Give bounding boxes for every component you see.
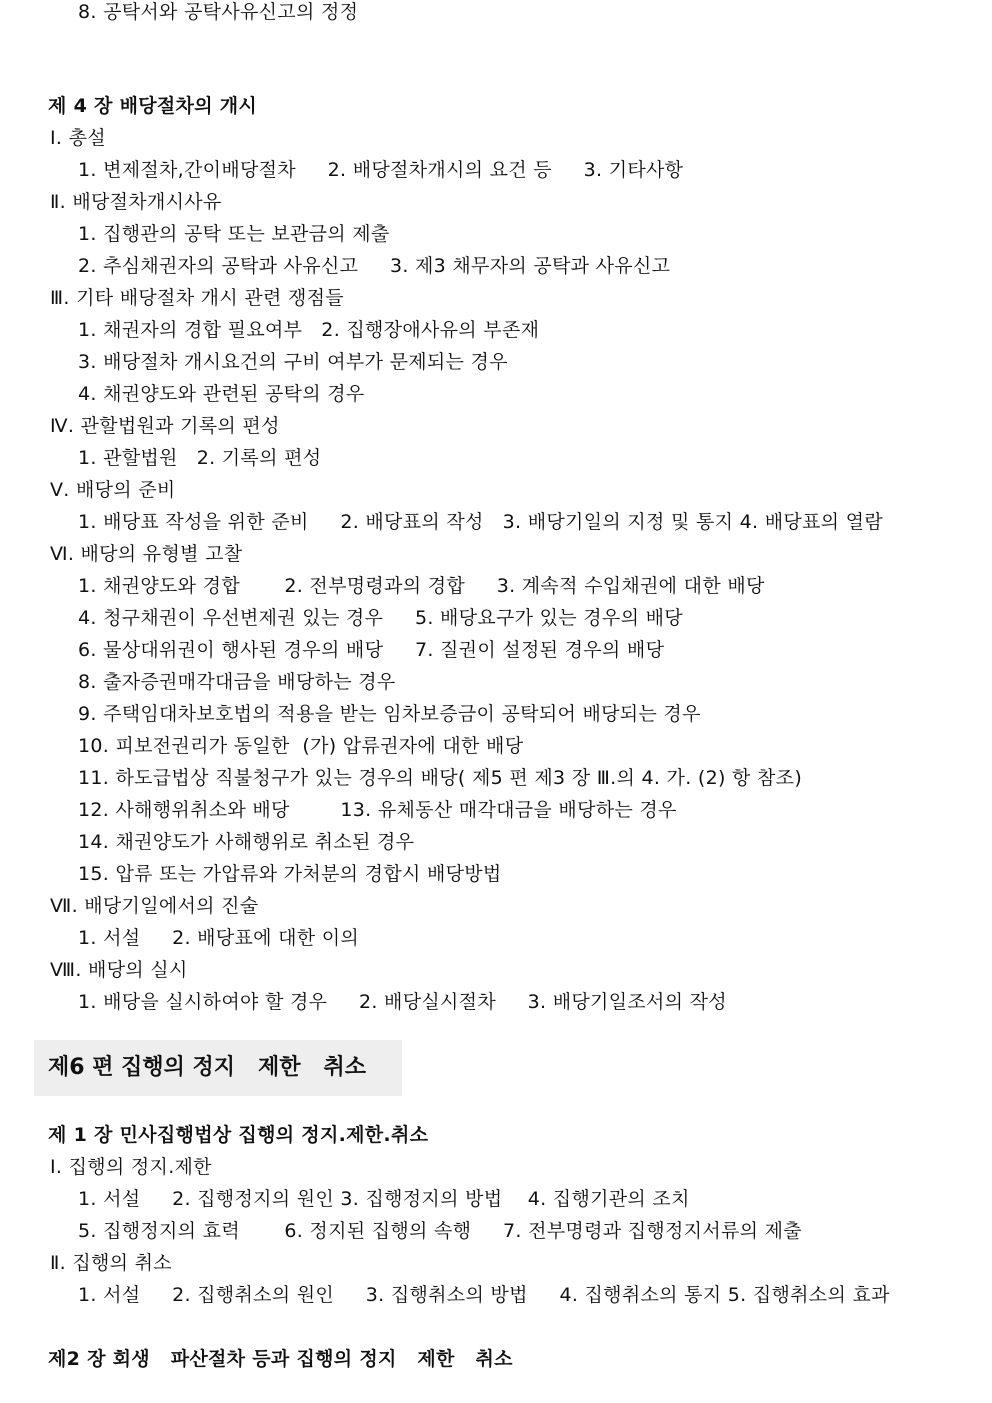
top-list-item: 8. 공탁서와 공탁사유신고의 정정 bbox=[78, 1, 359, 23]
ch4-list-item: 1. 변제절차,간이배당절차 2. 배당절차개시의 요건 등 3. 기타사항 bbox=[78, 159, 684, 181]
ch4-list-item: 1. 서설 2. 배당표에 대한 이의 bbox=[78, 927, 360, 949]
ch1-list-item: 1. 서설 2. 집행취소의 원인 3. 집행취소의 방법 4. 집행취소의 통지 5. 집행취소의 효과 bbox=[78, 1284, 890, 1306]
ch4-section-heading: Ⅲ. 기타 배당절차 개시 관련 쟁점들 bbox=[50, 287, 344, 309]
ch1-list-item: 1. 서설 2. 집행정지의 원인 3. 집행정지의 방법 4. 집행기관의 조치 bbox=[78, 1188, 690, 1210]
ch4-list-item: 2. 추심채권자의 공탁과 사유신고 3. 제3 채무자의 공탁과 사유신고 bbox=[78, 255, 671, 277]
ch4-list-item: 3. 배당절차 개시요건의 구비 여부가 문제되는 경우 bbox=[78, 351, 508, 373]
part-6-title: 제6 편 집행의 정지 제한 취소 bbox=[48, 1055, 367, 1080]
ch4-section-heading: Ⅵ. 배당의 유형별 고찰 bbox=[50, 543, 243, 565]
ch4-list-item: 1. 채권양도와 경합 2. 전부명령과의 경합 3. 계속적 수입채권에 대한 배당 bbox=[78, 575, 765, 597]
ch1-section-heading: Ⅰ. 집행의 정지.제한 bbox=[50, 1156, 212, 1178]
ch4-section-heading: Ⅴ. 배당의 준비 bbox=[50, 479, 176, 501]
ch4-list-item: 6. 물상대위권이 행사된 경우의 배당 7. 질권이 설정된 경우의 배당 bbox=[78, 639, 665, 661]
ch4-list-item: 1. 배당표 작성을 위한 준비 2. 배당표의 작성 3. 배당기일의 지정 및 통지 4. 배당표의 열람 bbox=[78, 511, 883, 533]
ch4-section-heading: Ⅳ. 관할법원과 기록의 편성 bbox=[50, 415, 280, 437]
ch4-list-item: 15. 압류 또는 가압류와 가처분의 경합시 배당방법 bbox=[78, 863, 502, 885]
ch4-list-item: 4. 채권양도와 관련된 공탁의 경우 bbox=[78, 383, 365, 405]
chapter-2-title: 제2 장 회생 파산절차 등과 집행의 정지 제한 취소 bbox=[48, 1348, 513, 1370]
ch4-list-item: 1. 관할법원 2. 기록의 편성 bbox=[78, 447, 322, 469]
ch1-section-heading: Ⅱ. 집행의 취소 bbox=[50, 1252, 172, 1274]
ch4-list-item: 1. 채권자의 경합 필요여부 2. 집행장애사유의 부존재 bbox=[78, 319, 540, 341]
chapter-4-title: 제 4 장 배당절차의 개시 bbox=[48, 95, 258, 117]
ch4-section-heading: Ⅰ. 총설 bbox=[50, 127, 106, 149]
ch4-list-item: 11. 하도급법상 직불청구가 있는 경우의 배당( 제5 편 제3 장 Ⅲ.의 4. 가. (2) 항 참조) bbox=[78, 767, 803, 789]
ch4-list-item: 4. 청구채권이 우선변제권 있는 경우 5. 배당요구가 있는 경우의 배당 bbox=[78, 607, 683, 629]
ch4-list-item: 1. 집행관의 공탁 또는 보관금의 제출 bbox=[78, 223, 390, 245]
ch1-list-item: 5. 집행정지의 효력 6. 정지된 집행의 속행 7. 전부명령과 집행정지서류의 제출 bbox=[78, 1220, 802, 1242]
chapter-1-title: 제 1 장 민사집행법상 집행의 정지.제한.취소 bbox=[48, 1124, 429, 1146]
ch4-list-item: 12. 사해행위취소와 배당 13. 유체동산 매각대금을 배당하는 경우 bbox=[78, 799, 677, 821]
ch4-section-heading: Ⅱ. 배당절차개시사유 bbox=[50, 191, 222, 213]
ch4-list-item: 9. 주택임대차보호법의 적용을 받는 임차보증금이 공탁되어 배당되는 경우 bbox=[78, 703, 701, 725]
ch4-list-item: 14. 채권양도가 사해행위로 취소된 경우 bbox=[78, 831, 415, 853]
ch4-list-item: 1. 배당을 실시하여야 할 경우 2. 배당실시절차 3. 배당기일조서의 작성 bbox=[78, 991, 727, 1013]
ch4-section-heading: Ⅷ. 배당의 실시 bbox=[50, 959, 188, 981]
ch4-list-item: 10. 피보전권리가 동일한 (가) 압류권자에 대한 배당 bbox=[78, 735, 524, 757]
ch4-section-heading: Ⅶ. 배당기일에서의 진술 bbox=[50, 895, 259, 917]
ch4-list-item: 8. 출자증권매각대금을 배당하는 경우 bbox=[78, 671, 396, 693]
